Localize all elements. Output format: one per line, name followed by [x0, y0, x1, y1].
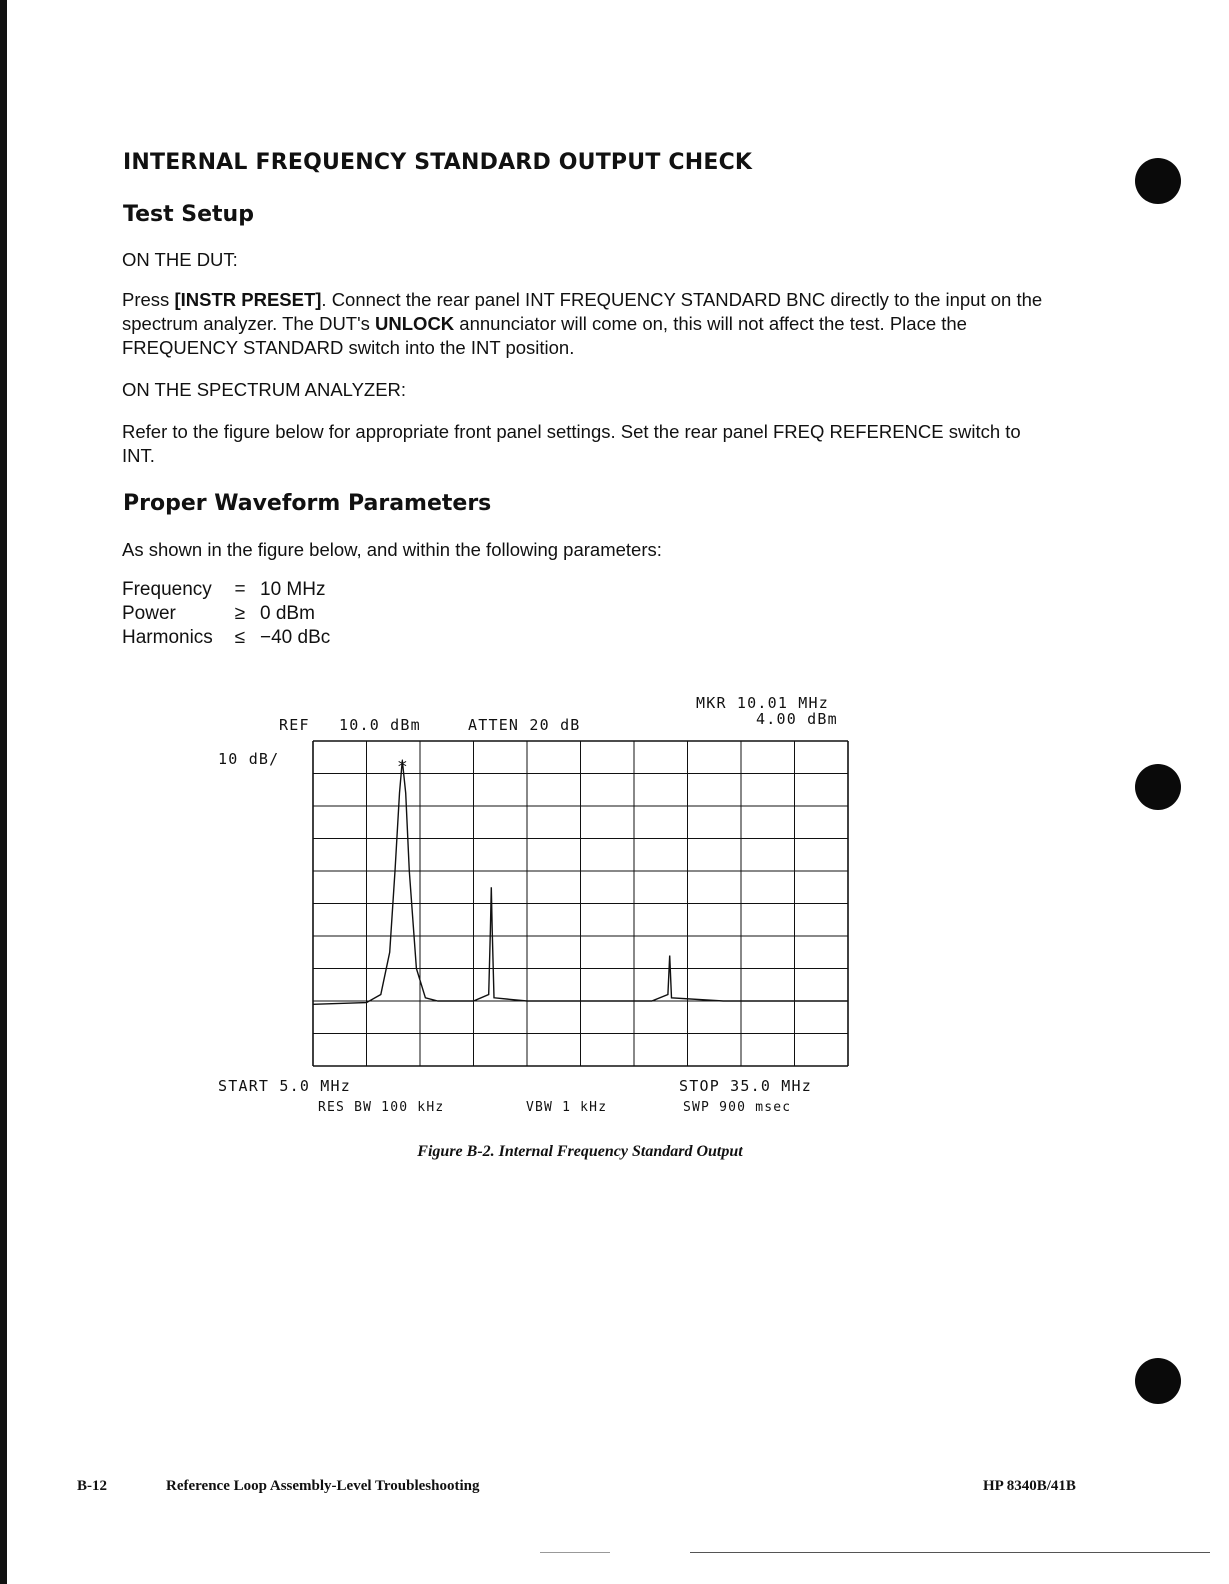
marker-symbol: * [397, 756, 407, 778]
parameter-row [122, 626, 336, 650]
mkr-frequency-readout: MKR 10.01 MHz [696, 694, 829, 712]
start-frequency-readout: START 5.0 MHz [218, 1077, 351, 1095]
parameter-operator: ≤ [234, 627, 246, 648]
on-spectrum-analyzer-label: ON THE SPECTRUM ANALYZER: [122, 379, 407, 400]
parameter-value: 10 MHz [260, 579, 326, 600]
spectrum-display [312, 740, 849, 1067]
parameter-operator: = [234, 579, 246, 600]
position-text: annunciator will come on, this will not affect the test. Place the FREQUENCY STANDARD switch into the INT position. [122, 313, 967, 358]
ref-level-readout: 10.0 dBm [339, 716, 421, 734]
video-bandwidth-readout: VBW 1 kHz [526, 1100, 608, 1115]
unlock-annunciator: UNLOCK [375, 313, 455, 334]
parameter-value: −40 dBc [260, 627, 331, 648]
on-dut-label: ON THE DUT: [122, 249, 238, 270]
scale-readout: 10 dB/ [218, 750, 280, 768]
ref-label: REF [279, 716, 310, 734]
binding-edge [0, 0, 7, 1584]
parameter-label: Power [122, 603, 176, 624]
instr-preset-key: [INSTR PRESET] [174, 289, 322, 310]
press-text: Press [122, 289, 175, 310]
parameter-row [122, 602, 336, 626]
resolution-bandwidth-readout: RES BW 100 kHz [318, 1100, 445, 1115]
test-setup-title: Test Setup [123, 202, 254, 227]
stop-frequency-readout: STOP 35.0 MHz [679, 1077, 812, 1095]
parameter-label: Frequency [122, 579, 212, 600]
waveform-intro: As shown in the figure below, and within the following parameters: [122, 539, 662, 560]
waveform-title: Proper Waveform Parameters [123, 491, 492, 516]
punch-hole-bottom [1135, 1358, 1181, 1404]
mkr-level-readout: 4.00 dBm [756, 710, 838, 728]
model-number: HP 8340B/41B [983, 1478, 1076, 1494]
setup-paragraph-1 [122, 288, 1052, 360]
parameters-table [122, 578, 336, 650]
setup-paragraph-2: Refer to the figure below for appropriate front panel settings. Set the rear panel FREQ REFERENCE switch to INT. [122, 421, 1021, 466]
parameter-label: Harmonics [122, 627, 213, 648]
parameter-value: 0 dBm [260, 603, 315, 624]
parameter-operator: ≥ [234, 603, 246, 624]
bottom-rule-left [540, 1552, 610, 1553]
page-number: B-12 [77, 1478, 107, 1494]
section-title: Reference Loop Assembly-Level Troubleshooting [166, 1478, 480, 1494]
connect-text: . Connect the rear panel INT FREQUENCY STANDARD BNC directly to the input on the spectrum analyzer. The DUT's [122, 289, 1043, 334]
parameter-row [122, 578, 336, 602]
punch-hole-middle [1135, 764, 1181, 810]
punch-hole-top [1135, 158, 1181, 204]
sweep-time-readout: SWP 900 msec [683, 1100, 792, 1115]
attenuation-readout: ATTEN 20 dB [468, 716, 581, 734]
figure-caption: Figure B-2. Internal Frequency Standard Output [417, 1143, 743, 1160]
bottom-rule [690, 1552, 1210, 1553]
page-heading: INTERNAL FREQUENCY STANDARD OUTPUT CHECK [123, 150, 753, 175]
